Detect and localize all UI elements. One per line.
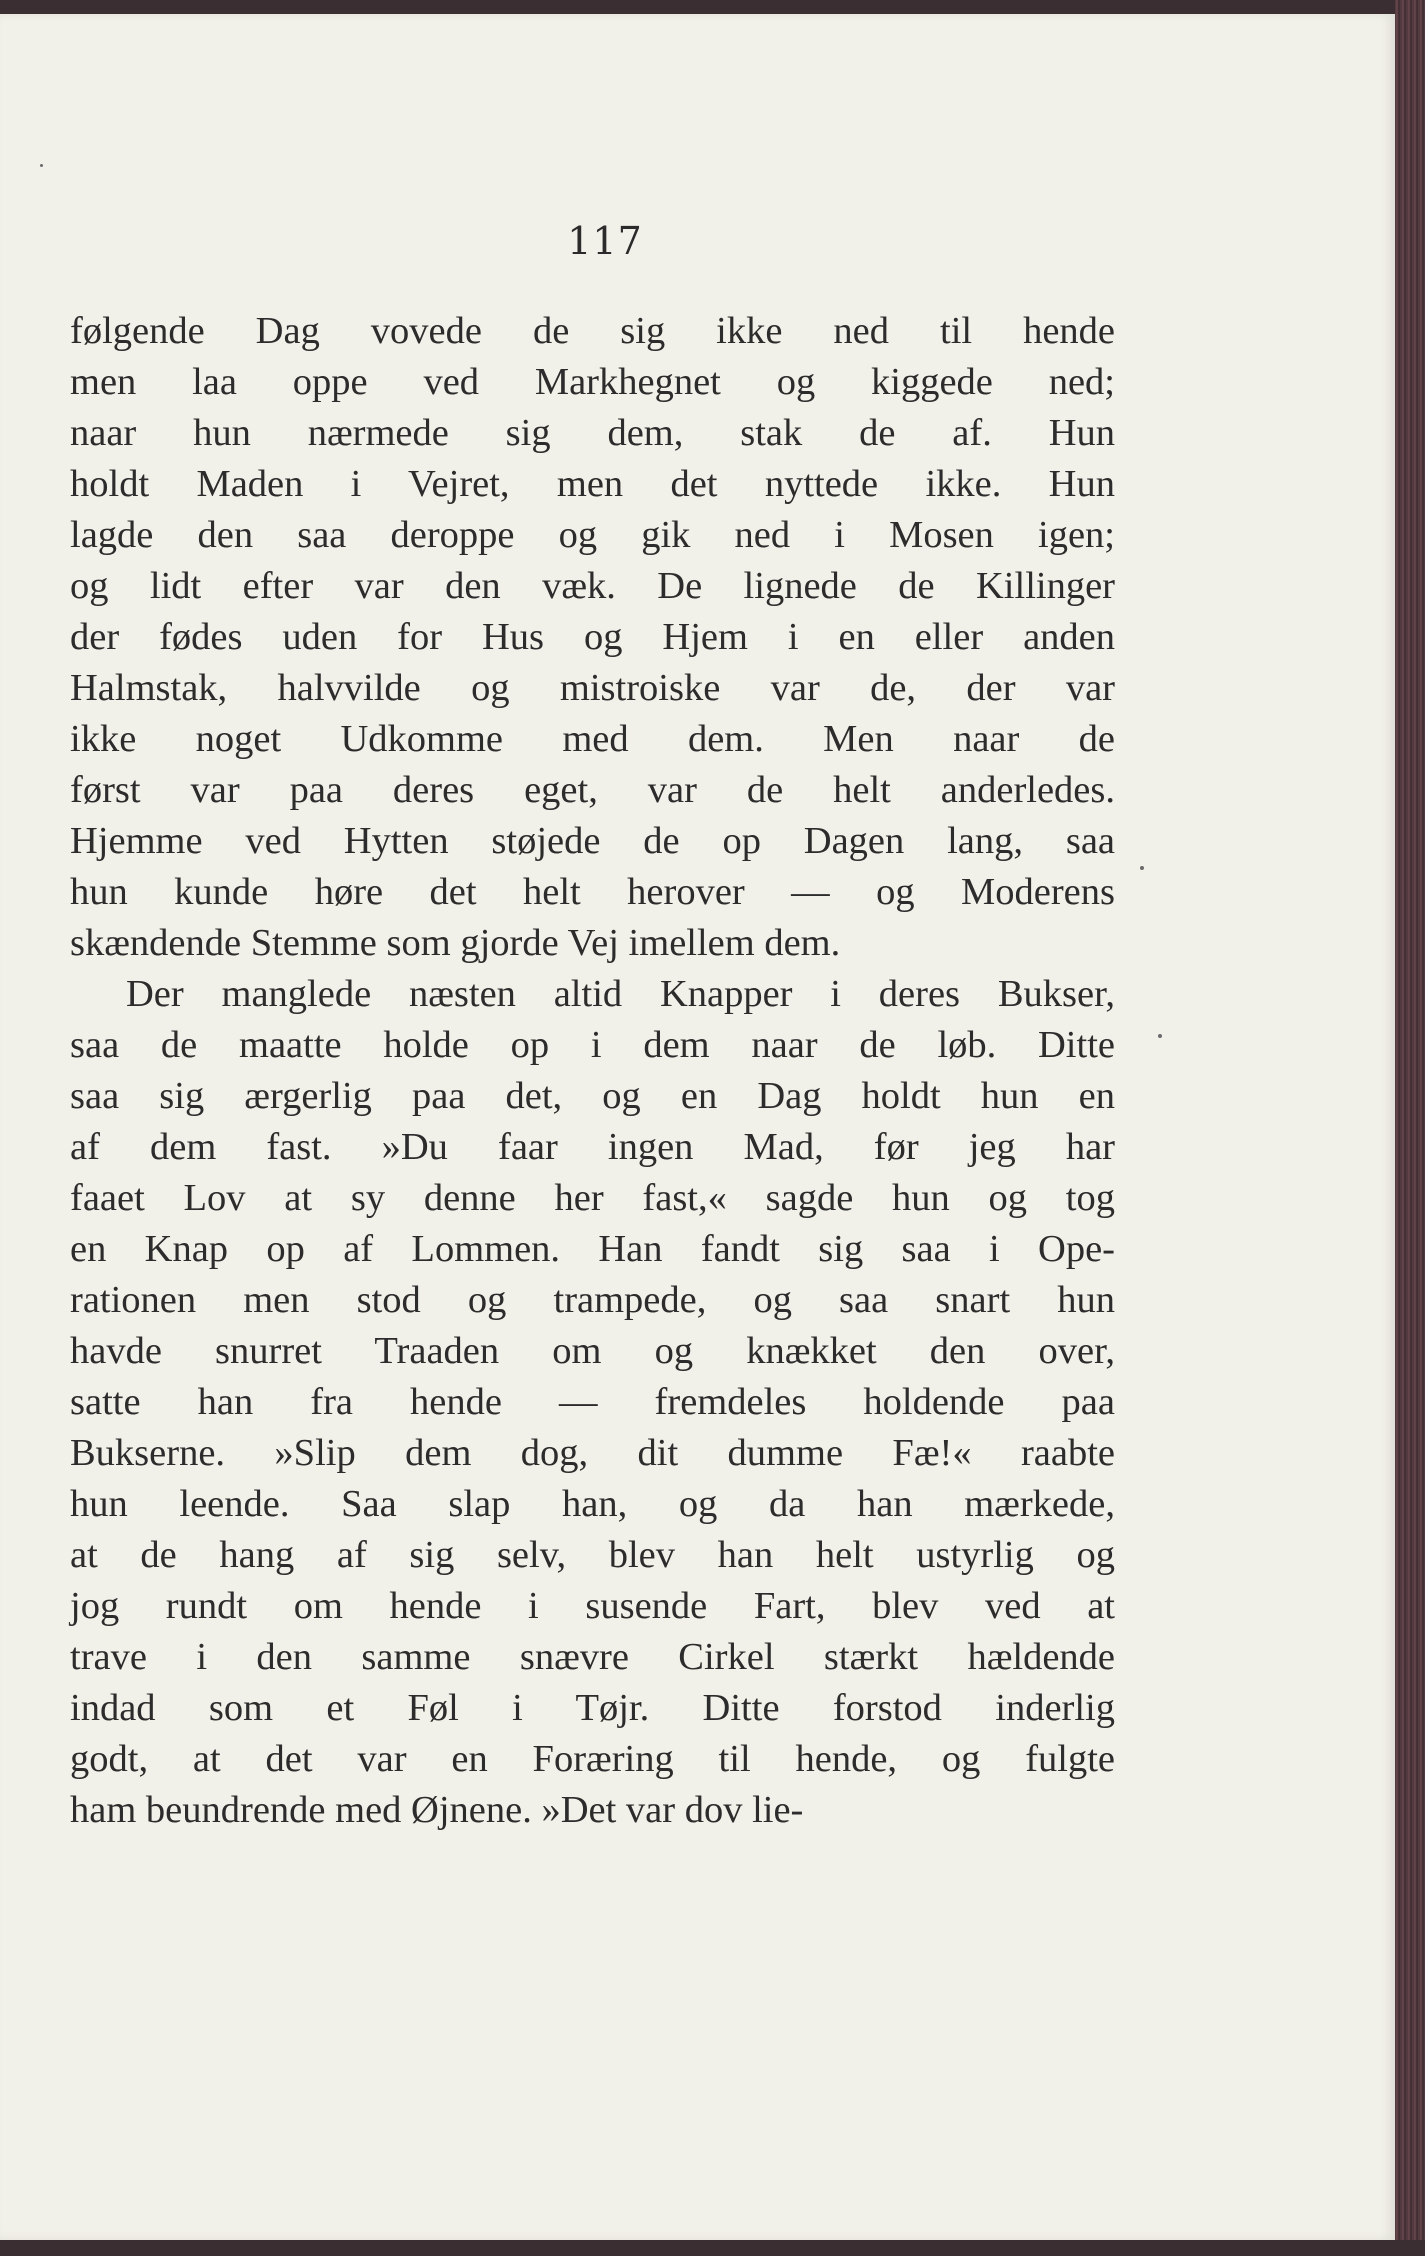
text-line-1: følgende Dag vovede de sig ikke ned til hende	[70, 310, 1115, 352]
text-line-3: naar hun nærmede sig dem, stak de af. Hun	[70, 412, 1115, 454]
text-line-16: saa sig ærgerlig paa det, og en Dag holdt hun en	[70, 1075, 1115, 1117]
text-line-9: ikke noget Udkomme med dem. Men naar de	[70, 718, 1115, 760]
body-text	[70, 306, 1115, 1836]
text-line-7: der fødes uden for Hus og Hjem i en eller anden	[70, 616, 1115, 658]
text-line-14: Der manglede næsten altid Knapper i deres Bukser,	[126, 973, 1115, 1015]
book-page-edges	[1395, 0, 1425, 2256]
text-line-24: hun leende. Saa slap han, og da han mærkede,	[70, 1483, 1115, 1525]
text-line-23: Bukserne. »Slip dem dog, dit dumme Fæ!« raabte	[70, 1432, 1115, 1474]
text-line-28: indad som et Føl i Tøjr. Ditte forstod inderlig	[70, 1687, 1115, 1729]
text-line-12: hun kunde høre det helt herover — og Moderens	[70, 871, 1115, 913]
text-line-30: ham beundrende med Øjnene. »Det var dov lie-	[70, 1789, 804, 1831]
page-number: 117	[567, 219, 643, 263]
text-line-10: først var paa deres eget, var de helt anderledes.	[70, 769, 1115, 811]
text-line-22: satte han fra hende — fremdeles holdende paa	[70, 1381, 1115, 1423]
text-line-15: saa de maatte holde op i dem naar de løb. Ditte	[70, 1024, 1115, 1066]
text-line-8: Halmstak, halvvilde og mistroiske var de, der var	[70, 667, 1115, 709]
paper-speck	[1140, 866, 1144, 870]
text-line-29: godt, at det var en Foræring til hende, og fulgte	[70, 1738, 1115, 1780]
text-line-21: havde snurret Traaden om og knækket den over,	[70, 1330, 1115, 1372]
text-line-6: og lidt efter var den væk. De lignede de Killinger	[70, 565, 1115, 607]
text-line-13: skændende Stemme som gjorde Vej imellem dem.	[70, 922, 841, 964]
scan-bottom-border	[0, 2240, 1425, 2256]
text-line-5: lagde den saa deroppe og gik ned i Mosen igen;	[70, 514, 1115, 556]
text-line-18: faaet Lov at sy denne her fast,« sagde hun og tog	[70, 1177, 1115, 1219]
text-line-20: rationen men stod og trampede, og saa snart hun	[70, 1279, 1115, 1321]
text-line-4: holdt Maden i Vejret, men det nyttede ikke. Hun	[70, 463, 1115, 505]
text-line-2: men laa oppe ved Markhegnet og kiggede ned;	[70, 361, 1115, 403]
text-line-19: en Knap op af Lommen. Han fandt sig saa i Ope-	[70, 1228, 1115, 1270]
scan-top-border	[0, 0, 1425, 14]
text-line-26: jog rundt om hende i susende Fart, blev ved at	[70, 1585, 1115, 1627]
text-line-17: af dem fast. »Du faar ingen Mad, før jeg har	[70, 1126, 1115, 1168]
text-line-27: trave i den samme snævre Cirkel stærkt hældende	[70, 1636, 1115, 1678]
text-line-11: Hjemme ved Hytten støjede de op Dagen lang, saa	[70, 820, 1115, 862]
paper-speck	[40, 164, 43, 167]
text-line-25: at de hang af sig selv, blev han helt ustyrlig og	[70, 1534, 1115, 1576]
paper-speck	[1158, 1034, 1162, 1038]
paper-page	[0, 14, 1395, 2240]
